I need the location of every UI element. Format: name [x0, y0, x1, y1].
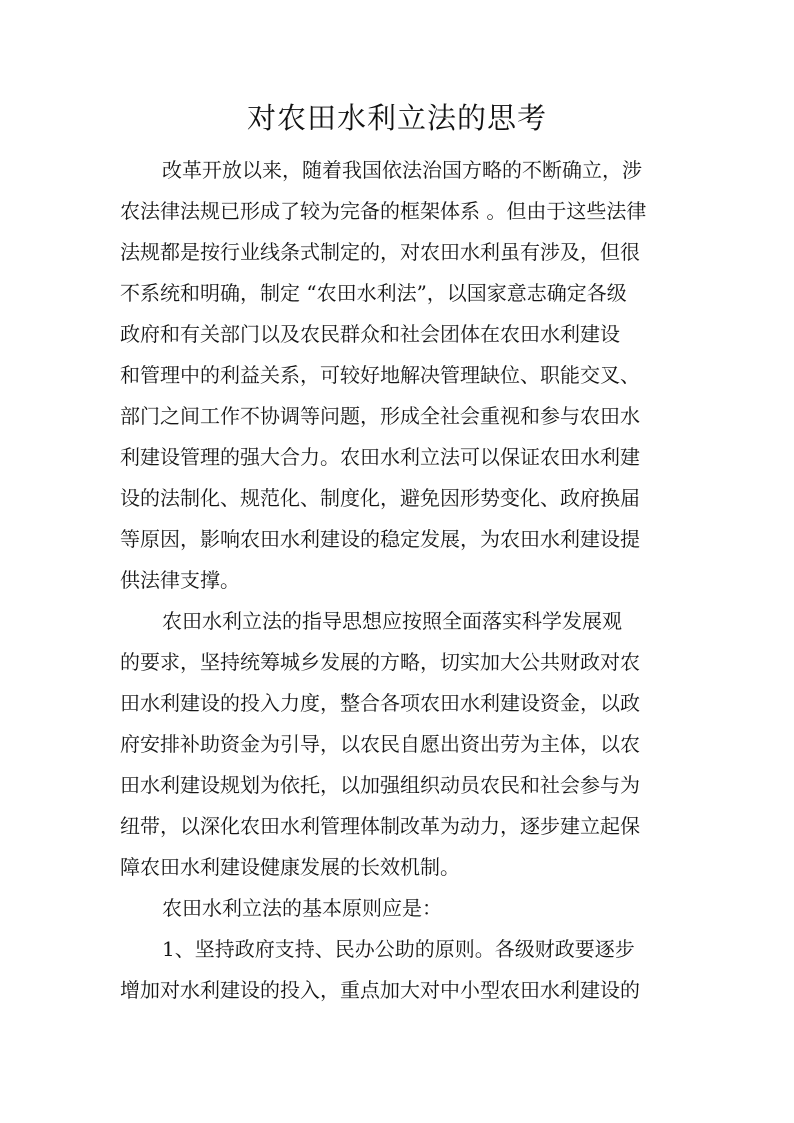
document-body: [120, 150, 680, 1011]
principle-1-line-1: 1、坚持政府支持、民办公助的原则。各级财政要逐步: [162, 937, 635, 961]
paragraph-2-line-6: 纽带，以深化农田水利管理体制改革为动力，逐步建立起保: [120, 814, 640, 838]
paragraph-2-line-1: 农田水利立法的指导思想应按照全面落实科学发展观: [162, 609, 622, 633]
paragraph-1-line-7: 部门之间工作不协调等问题，形成全社会重视和参与农田水: [120, 404, 640, 428]
paragraph-2-line-5: 田水利建设规划为依托，以加强组织动员农民和社会参与为: [120, 773, 640, 797]
paragraph-1-line-2: 农法律法规已形成了较为完备的框架体系 。但由于这些法律: [120, 199, 647, 223]
principle-1-line-2: 增加对水利建设的投入，重点加大对中小型农田水利建设的: [120, 978, 640, 1002]
paragraph-2-line-7: 障农田水利建设健康发展的长效机制。: [120, 855, 460, 879]
paragraph-1-line-6: 和管理中的利益关系，可较好地解决管理缺位、职能交叉、: [120, 363, 640, 387]
paragraph-1-line-8: 利建设管理的强大合力。农田水利立法可以保证农田水利建: [120, 445, 640, 469]
paragraph-1-line-3: 法规都是按行业线条式制定的，对农田水利虽有涉及，但很: [120, 240, 640, 264]
paragraph-2-line-4: 府安排补助资金为引导，以农民自愿出资出劳为主体，以农: [120, 732, 640, 756]
paragraph-1-line-4: 不系统和明确，制定 “农田水利法”，以国家意志确定各级: [120, 281, 627, 305]
paragraph-2-line-3: 田水利建设的投入力度，整合各项农田水利建设资金，以政: [120, 691, 640, 715]
paragraph-1-line-5: 政府和有关部门以及农民群众和社会团体在农田水利建设: [120, 322, 620, 346]
paragraph-1-line-1: 改革开放以来，随着我国依法治国方略的不断确立，涉: [162, 158, 642, 182]
paragraph-2-line-2: 的要求，坚持统筹城乡发展的方略，切实加大公共财政对农: [120, 650, 640, 674]
document-title: 对农田水利立法的思考: [246, 101, 547, 135]
paragraph-1-line-9: 设的法制化、规范化、制度化，避免因形势变化、政府换届: [120, 486, 640, 510]
principles-heading-line: 农田水利立法的基本原则应是：: [162, 896, 442, 920]
paragraph-1-line-11: 供法律支撑。: [120, 568, 240, 592]
paragraph-1-line-10: 等原因，影响农田水利建设的稳定发展，为农田水利建设提: [120, 527, 640, 551]
